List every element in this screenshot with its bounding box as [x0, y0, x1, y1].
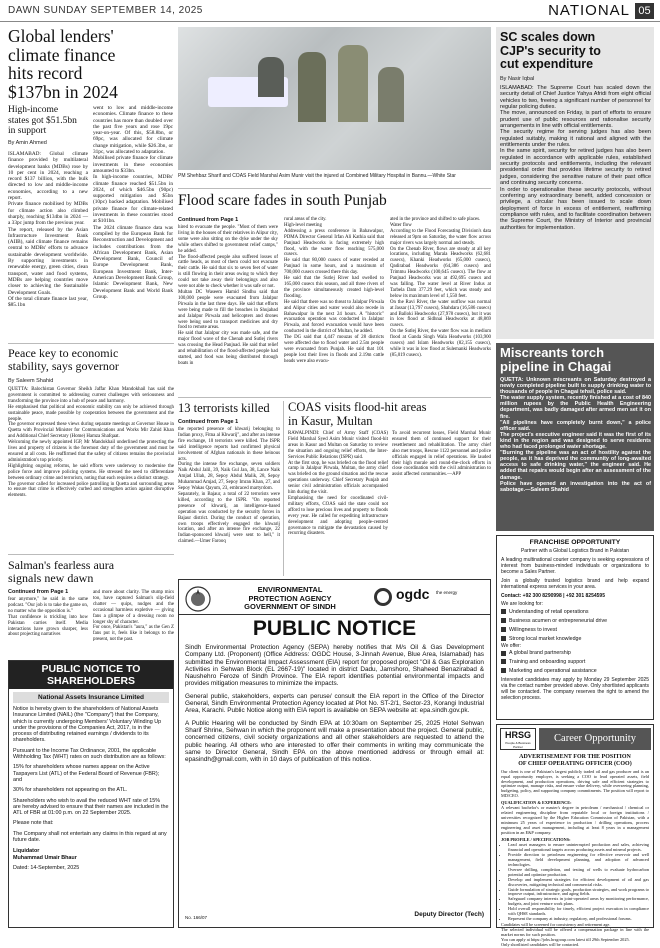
- divider: [179, 614, 490, 615]
- franchise-offer-list: [501, 649, 649, 675]
- checkbox-icon: [501, 627, 506, 632]
- hrsg-career-ad: [496, 724, 654, 947]
- shareholder-p6: The Company shall not entertain any claims in this regard at any future date.: [13, 830, 167, 844]
- sc-headline: SC scales down CJP's security to cut expenditure: [500, 30, 601, 71]
- salman-body-col2: and more about clarity. The stump mics too, have captured Salman's slip-field chatter — quips, nudges and the occasional harmless expletive — giving fans a glimpse of a dressing room no longer shy of character. For once, Pakistan's "aura," as the Gen Z fans put it, feels like it belongs to the present, not the past.: [93, 590, 174, 643]
- divider: [178, 188, 491, 189]
- sc-byline: By Nasir Iqbal: [500, 76, 535, 82]
- peace-body: QUETTA: Balochistan Governor Sheikh Jaffar Khan Mandokhail has said the government is committed to addressing current challenges with seriousness and transforming the province into a hub of peace and harmony. He emphasised that political and economic stability can only be achieved through sustainable peace, made possible by cooperation between the government and the people. The governor expressed these views during separate meetings at Governor House in Quetta with Provincial Minister for Communications and Works Mir Zahid Khan and Additional Chief Secretary (Home) Hamza Shafqaat. Welcoming the newly appointed IGP, Mr Mandokhail underlined the protecting the lives and property of citizens is the foremost duty of the government and must be ensured at all costs. He reaffirmed that the safety of citizens remains the provincial administration's top priority. Highlighting ongoing reforms, he said efforts were underway to modernise the police force and improve policing systems. He stressed the need to differentiate between ordinary crime and terrorism, noting that each requires a distinct strategy. The governor called for increased police patrolling in Quetta and surrounding areas to ensure that crime is effectively curbed and strengthen action against disruptive elements.: [8, 387, 174, 499]
- hrsg-footer2: The selected individual will be offered a compensation package in line with the market norms for such position.: [501, 927, 649, 938]
- franchise-p3: Interested candidates may apply by Monday 29 September 2025 via the contact number provided above. Only shortlisted applicants will be contacted. The company reserves the right to amend the selection process.: [501, 676, 649, 701]
- salman-continued: Continued from Page 1: [8, 589, 69, 595]
- hrsg-qual-heading: QUALIFICATION & EXPERIENCE:: [501, 800, 572, 806]
- flood-body-col1: hired to evacuate the people. "Most of them were living in the houses of their relatives in Alipur city, some were also sitting on the dyke under the sky while others shifted to government relief camps," he added. The flood-affected people also suffered losses of cattle heads, as most of them could not evacuate their cattle. He said that six to seven feet of water is still flowing in their areas owing to which they could not take away their belongings and also were not able to check whether it was safe or not. Multan DC Waseem Hamid Sindhu said that 100,000 people were evacuated from Jalalpur Pirwala in the last three days. He said that efforts were being made to fill the breaches in Shujabad and Jalalpur Pirwala and helicopters and drones were being used to transport medicines and dry food to remote areas. He said that Jalalpur city was made safe, and the major flood wave of the Chenab and Sutlej rivers was crossing the Head Panjnad. He said that relief and rehabilitation of the flood-affected people had started, and food was being distributed through boats in: [178, 225, 278, 366]
- shareholder-name: Muhammad Umair Bhaur: [13, 854, 77, 861]
- list-item: • Provide direction to petroleum engineering for effective reservoir and well management, field development planning, and adoption of advanced technologies.: [508, 853, 649, 868]
- shareholder-company: National Assets Insurance Limited: [13, 692, 169, 703]
- terrorists-headline: 13 terrorists killed: [178, 401, 270, 415]
- franchise-looking: We are looking for:: [501, 601, 543, 608]
- divider: [178, 397, 491, 398]
- hrsg-logo: [500, 728, 536, 750]
- shareholder-liquidator: Liquidator: [13, 848, 40, 855]
- list-item: • Oversee drilling, completion, and testing of wells to evaluate hydrocarbon potential and optimize production.: [508, 868, 649, 878]
- hrsg-job-heading: JOB PROFILE / SPECIFICATIONS:: [501, 836, 571, 842]
- shareholder-dated: Dated: 14-September, 2025: [13, 864, 80, 871]
- epa-p3: A Public Hearing will be conducted by Sindh EPA at 10:30am on September 25, 2025 Hotel Sehwan Sharif Shrine, Sehwan in which the proponent will make a presentation about the project. General public, concerned citizens, civil society organizations and all other stakeholders are requested to attend the public hearing. All others who are interested to offer their comments in writing may communicate the same to Director General, Sindh EPA on the above mentioned address or through email at: epasindh@gmail.com, with in 10 days of publication of this notice.: [185, 719, 484, 764]
- terrorists-continued: Continued from Page 1: [178, 419, 239, 425]
- flood-body-col3: ated in the province and shifted to safe places. Water flow According to the Flood Forecasting Division's data released at 9pm on Saturday, the water flow across major rivers was largely normal and steady. On the Chenab River, flows are steady at all key locations, including Marala Headworks (62,681 cusecs), Khanki Headworks (65,000 cusecs), Qadirabad Headworks (64,386 cusecs) and Trimmu Headworks (100,645 cusecs). The flow at Panjnad Headworks was at 492,695 cusecs and was falling. The water level at River Indus at Tarbela Dam 377.29 feet, which was steady and below its maximum level of 1,550 feet. On the Ravi River, the water outflow was normal at Jassar (13,797 cusecs), Shahdara (16,586 cusecs) and Balloki Headworks (27,978 cusecs), but it was in low flood at Sidhnai Headworks at 48,869 cusecs. On the Sutlej River, the water flow was in medium flood at Ganda Singh Wala Headworks (103,900 cusecs) and Islam Headworks (82,155 cusecs), while it was in low flood at Sulemanki Headworks (85,019 cusecs).: [390, 217, 491, 358]
- career-banner: Career Opportunity: [539, 728, 651, 750]
- climate-body-col2: went to low and middle-income economies. Climate finance to these countries has more than doubled over the past five years and rose 19pc year-on-year. Of this, $58.8bn, or 69pc, was allocated for climate change mitigation, while $26.3bn, or 31pc, was allocated to adaptation. Mobilised private finance for climate investments in these economies amounted to $33bn. In high-income countries, MDBs' climate finance reached $51.5bn in 2024, of which $46.5bn (90pc) supported mitigation and $5bn (10pc) backed adaptation. Mobilised private finance for climate-related investments in these countries stood at $101bn. The 2024 climate finance data was compiled by the European Bank for Reconstruction and Development and includes contributions from the African Development Bank, Asian Development Bank, Council of Europe Development Bank, European Investment Bank, Inter-American Development Bank Group, Islamic Development Bank, New Development Bank and World Bank Group.: [93, 105, 173, 300]
- checkbox-icon: [501, 651, 506, 656]
- checkbox-icon: [501, 609, 506, 614]
- ogdc-logo-icon: [374, 588, 392, 606]
- list-item: Marketing and operational assistance: [501, 667, 649, 676]
- hrsg-logo-sub: People & Business Partner: [505, 741, 531, 749]
- masthead: [0, 0, 660, 22]
- list-item: Willingness to invest: [501, 626, 649, 635]
- franchise-title: FRANCHISE OPPORTUNITY: [529, 539, 621, 546]
- masthead-date: DAWN SUNDAY SEPTEMBER 14, 2025: [8, 5, 203, 16]
- sindh-emblem-icon: [185, 585, 211, 613]
- epa-p2: General public, stakeholders, experts can peruse/ consult the EIA report in the Office of the Director General, Sindh Environmental Protection Agency located at Plot No. ST-2/1, Sector-23, Korangi Industrial Area, Karachi. Public Notice along with EIA report is available on SEPA website at: epa.sindh.gov.pk.: [185, 692, 484, 715]
- shareholder-notice-title: PUBLIC NOTICE TO SHAREHOLDERS: [9, 661, 173, 689]
- sc-body: ISLAMABAD: The Supreme Court has scaled down the security detail of Chief Justice Yahya Afridi from eight official vehicles to two, freeing a significant number of personnel for regular policing duties. The move, announced on Friday, is part of efforts to ensure prudent use of public resources and rationalise security arrangements in line with official entitlements. The security regime for serving judges has also been regulated suitably, making it rational and aligned with the entitlements under the rules. In the same spirit, security for retired judges has also been regulated in accordance with applicable rules, established security protocols and entitlements, including the relevant presidential order that provides lifetime security to retired judges, considering the sensitive nature of their past office and continuing security concerns. In order to operationalise these security protocols, without conferring any extraordinary benefit, added concession or privilege, a circular has been issued to scale down deployment of force in excess of entitlement, reaffirming compliance with rules, and to facilitate coordination between the Supreme Court, the Ministry of Interior and provincial authorities for implementation.: [500, 85, 651, 231]
- news-photo: [178, 27, 491, 170]
- epa-agency-name: ENVIRONMENTAL PROTECTION AGENCY GOVERNMENT OF SINDH: [244, 585, 336, 612]
- divider: [283, 401, 284, 576]
- shareholder-p4: 30% for shareholders not appearing on the ATL.: [13, 787, 128, 794]
- climate-headline: Global lenders' climate finance hits record $137bn in 2024: [8, 26, 118, 102]
- coas-headline: COAS visits flood-hit areas in Kasur, Multan: [288, 400, 427, 428]
- peace-headline: Peace key to economic stability, says governor: [8, 346, 119, 373]
- divider: [8, 554, 174, 555]
- coas-body-col2: To avoid recurrent losses, Field Marshal Munir ensured them of continued support for their resettlement and rehabilitation. The army chief also met troops, Rescue 1122 personnel and police officials engaged in relief operations. He lauded their high morale and round-the-clock efforts in close coordination with the civil administration to assist affected communities.—APP: [392, 431, 491, 478]
- flood-body-col2: rural areas of the city. High-level meeting Addressing a press conference in Bahawalpur, PDMA Director General Irfan Ali Kathia said that Panjnad Headworks is facing extremely high flood, with the water flow reaching 575,000 cusecs. He said that 80,000 cusecs of water receded at Panjnad in some hours, and a maximum of 700,000 cusecs crossed there this day. He said that the Sutlej River had swelled to 165,000 cusecs this season, and all three rivers of the province simultaneously created high-level flooding. He said that there was no threat to Jalalpur Pirwala and Alipur cities and water would also recede in Bahawalpur in the next 24 hours. A "historic" evacuation operation was conducted in Jalalpur Pirwala, and forced evacuation would have been conducted in the district of Multan, he added. The DG said that 4,447 mouzas of 28 districts were affected due to flood water and 2.5m people were evacuated from Punjab. He said that 101 people lost their lives in floods and 2.19m cattle heads were also evacu-: [284, 217, 384, 364]
- franchise-subtitle: Partner with a Global Logistics Brand in Pakistan: [520, 548, 630, 554]
- peace-byline: By Saleem Shahid: [8, 378, 54, 384]
- photo-caption: PM Shehbaz Sharif and COAS Field Marshal Asim Munir visit the injured at Combined Military Hospital in Bannu.—White Star: [178, 173, 456, 179]
- epa-public-notice: [178, 579, 491, 928]
- list-item: • Safeguard company interests in joint-operated areas by monitoring performance, budgets, and joint venture work plans.: [508, 897, 649, 907]
- shareholder-please: Please note that:: [13, 820, 54, 827]
- hrsg-logo-text: HRSG: [504, 730, 531, 740]
- climate-body-col1: ISLAMABAD: Global climate finance provided by multilateral development banks (MDBs) rose by 10 per cent in 2024, reaching a record $137 billion, with the bulk directed to low and middle-income economies, according to a new report. Private finance mobilised by MDBs for climate action also climbed sharply, reaching $134bn in 2024 — a 33pc jump from the previous year. The report, released by the Asian Infrastructure Investment Bank (AIIB), said climate finance remains central to MDBs' efforts to advance sustainable development worldwide. By supporting investments in renewable energy, green cities, clean transport, water and food systems, MDBs are helping countries move closer to achieving the Sustainable Development Goals. Of the total climate finance last year, $85.1bn: [8, 151, 88, 309]
- list-item: • Guide formulation of strategic goals, production strategies, and work programs to improve output, infrastructure, and aging fields.: [508, 888, 649, 898]
- list-item: Training and onboarding support: [501, 658, 649, 667]
- list-item: Strong local market knowledge: [501, 635, 649, 644]
- list-item: Understanding of retail operations: [501, 608, 649, 617]
- salman-headline: Salman's fearless aura signals new dawn: [8, 558, 115, 585]
- list-item: • Lead asset managers to ensure uninterrupted production and sales, achieving financial and operational targets across producing assets and mineral projects.: [508, 843, 649, 853]
- list-item: Business acumen or entrepreneurial drive: [501, 617, 649, 626]
- list-item: A global brand partnership: [501, 649, 649, 658]
- climate-subhead: High-income states got $51.5bn in support: [8, 105, 77, 136]
- hrsg-qual: A relevant bachelor's or master's degree in petroleum / mechanical / chemical or related engineering discipline from reputable local or foreign institutions / universities recognized by the Higher Education Commission of Pakistan, with a minimum 25 years of experience in production / drilling operations, process engineering and asset management, including at least 8 years in a management position in an E&P company.: [501, 805, 649, 836]
- coas-body-col1: RAWALPINDI: Chief of Army Staff (COAS) Field Marshal Syed Asim Munir visited flood-hit areas in Kasur and Multan on Saturday to review the situation and ongoing relief efforts, the Inter-Services Public Relations (ISPR) said. At the first stop, he was briefed on the flood relief camp in Jalalpur Pirwala, Multan, the army chief was briefed on the ground situation and the rescue operations underway. Chief Secretary Punjab and senior civil administration officials accompanied him during the visit. Emphasising the need for coordinated civil-military efforts, COAS said the state could not afford to lose precious lives and property to floods every year. He called for expediting infrastructure development and adopting people-centred governance to mitigate the devastation caused by recurring disasters.: [288, 431, 388, 537]
- flood-continued: Continued from Page 1: [178, 217, 239, 223]
- salman-body-col1: fear anymore," he said in the same podcast. "Our job is to take the game on, no matter who the opposition is." That confidence is trickling into how Pakistan carries itself. Media interactions have grown sharper, less about projecting narratives: [8, 597, 88, 638]
- hrsg-intro: Our client is one of Pakistan's largest publicly traded oil and gas producer and is an equal opportunity employer, is seeking a COO to lead operated assets, field development, and production operations, driving safe and efficient strategies to optimize output, manage risks, and ensure value delivery, while overseeing planning, budgeting, policy, and supporting company commitments. The position will report to MD/CEO.: [501, 768, 649, 799]
- hrsg-ad-title: ADVERTISEMENT FOR THE POSITION OF CHIEF OPERATING OFFICER (COO): [518, 754, 632, 767]
- page-number: 05: [635, 3, 654, 19]
- checkbox-icon: [501, 636, 506, 641]
- ogdc-logo: [374, 586, 474, 608]
- hrsg-footer3: You can apply at https://jobs.hrsgroup.com latest till 29th September 2025. Only shortlisted candidates will be contacted.: [501, 937, 630, 947]
- climate-byline: By Amin Ahmed: [8, 140, 47, 146]
- shareholder-p5: Shareholders who wish to avail the reduced WHT rate of 15% are hereby advised to ensure that their names are included in the ATL of FBR at 01:00 p.m. on 22 September 2025.: [13, 797, 169, 817]
- shareholder-p1: Notice is hereby given to the shareholders of National Assets Insurance Limited (NAIL) (the "Company") that the Company, which is currently undergoing Members' Voluntary Winding Up under the provisions of the Companies Act, 2017, is in the process of distributing retained earnings / dividends to its shareholders.: [13, 706, 162, 744]
- ogdc-wordmark: ogdc: [396, 586, 430, 602]
- shareholder-p3: 15% for shareholders whose names appear on the Active Taxpayers List (ATL) of the Federal Board of Revenue (FBR); and: [13, 764, 160, 783]
- franchise-looking-list: [501, 608, 649, 643]
- hrsg-bullet-list: [501, 843, 649, 922]
- flood-headline: Flood scare fades in south Punjab: [178, 192, 387, 209]
- miscreants-body: QUETTA: Unknown miscreants on Saturday destroyed a newly completed pipeline built to supply drinking water to thousands of people in Chagai tehsil, police said. The water supply system, recently finished at a cost of 840 million rupees by the Public Health Engineering department, was badly damaged after armed men set it on fire. "All pipelines have completely burnt down," a police officer said. The project's executive engineer said it was the first of its kind in the region and was designed to serve residents who had faced prolonged water shortage. "Burning the pipeline was an act of hostility against the people, as it has deprived the community of long-awaited access to safe drinking water," the engineer said. He added that repairs would begin after an assessment of the damage. Police have opened an investigation into the act of sabotage.—Saleem Shahid: [500, 377, 651, 493]
- checkbox-icon: [501, 659, 506, 664]
- hrsg-footer1: Candidates will be screened for consistency and retirement age.: [501, 922, 611, 928]
- checkbox-icon: [501, 618, 506, 623]
- franchise-p1: A leading multinational courier company is seeking expressions of interest from business-minded individuals or organizations to become a Sales Partner.: [501, 557, 649, 575]
- franchise-contact: Contact: +92 300 8290998 | +92 301 8254595: [501, 592, 605, 599]
- shareholder-notice: [8, 660, 174, 928]
- epa-signoff: Deputy Director (Tech): [414, 911, 484, 918]
- list-item: • Develop and implement strategies for efficient development of oil and gas discoveries, mitigating technical and commercial risks.: [508, 878, 649, 888]
- section-title: NATIONAL: [548, 2, 630, 19]
- miscreants-headline: Miscreants torch pipeline in Chagai: [500, 345, 612, 374]
- list-item: • Hold overall responsibility for timely, efficient project execution in compliance with QHSE standards.: [508, 907, 649, 917]
- divider: [8, 343, 174, 344]
- franchise-ad: [496, 535, 654, 720]
- list-item: • Represent the company at industry, regulatory, and professional forums.: [508, 917, 649, 922]
- epa-ref: No. 166/07: [185, 915, 208, 920]
- franchise-p2: Join a globally trusted logistics brand and help expand international express services in your area.: [501, 577, 649, 590]
- epa-p1: Sindh Environmental Protection Agency (SEPA) hereby notifies that M/s Oil & Gas Development Company Ltd. (Proponent) (Office Address: OGDC House, 3-Jinnah Avenue, Blue Area, Islamabad) has submitted the Environmental Impact Assessment (EIA) report for proposed project "Oil & Gas Exploration Activities in Sehwan Block (EL 2667-19)" located in district Dadu, Jamshoro, Shaheed Benazirabad & Naushehro Feroze of Sindh Province. The EIA report identifies potential environmental impacts and provides mitigation measures to minimize the impacts.: [185, 644, 484, 688]
- terrorists-body: the reported presence of khwarij belonging to Indian proxy, Fitna al Khwarij", and after an intense fire exchange, 10 terrorists were killed. The ISPR said intelligence reports had confirmed physical involvement of Afghan nationals in these heinous acts. During the intense fire exchange, seven soldiers Naik Abdul Jalil, 39, Naik Gul Jan, 38, Lance Naik Amjad Ullah, 28, Sepoy Abdul Malik, 28, Sepoy Muhammad Amjad, 27, Sepoy Imran Khan, 27, and Sepoy Wakas Qayum, 23, embraced martyrdom. Separately, in Bajaur, a total of 22 terrorists were killed, according to the ISPR. "On reported presence of khwarij, an intelligence-based operation was conducted by the security forces in Bajaur district. During the conduct of operation, own troops effectively engaged the khwarij location, and after an intense fire exchange, 22 Indian-sponsored khwarij were sent to hell," it claimed.—Umer Farooq: [178, 427, 280, 545]
- epa-title: PUBLIC NOTICE: [252, 617, 417, 640]
- checkbox-icon: [501, 668, 506, 673]
- franchise-offer: We offer:: [501, 642, 522, 649]
- ogdc-tagline: the energy: [436, 590, 458, 595]
- shareholder-p2: Pursuant to the Income Tax Ordinance, 2001, the applicable Withholding Tax (WHT) rates on such distribution are as follows:: [13, 747, 166, 761]
